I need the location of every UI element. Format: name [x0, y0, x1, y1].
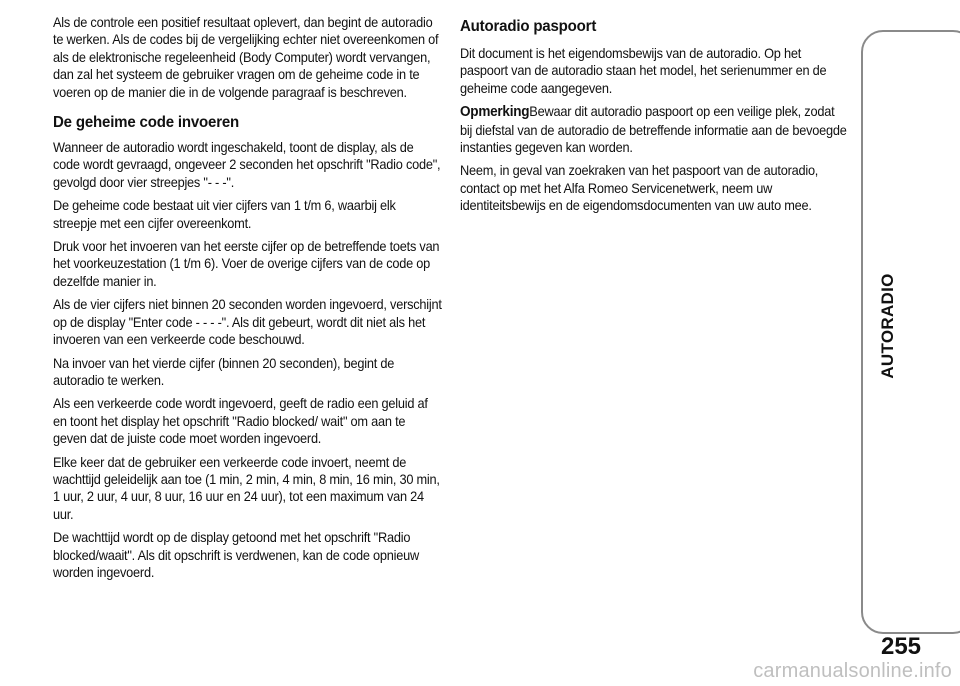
section-heading-passport: Autoradio paspoort: [460, 18, 597, 35]
right-column: [460, 14, 849, 221]
body-paragraph: Als de vier cijfers niet binnen 20 seconden worden ingevoerd, verschijnt op de display "Enter code - - - -". Als dit gebeurt, wordt dit niet als het invoeren van een verkeerde code beschouwd.: [53, 297, 442, 348]
body-paragraph: De geheime code bestaat uit vier cijfers van 1 t/m 6, waarbij elk streepje met een cijfer overeenkomt.: [53, 198, 396, 231]
intro-paragraph: Als de controle een positief resultaat oplevert, dan begint de autoradio te werken. Als de codes bij de vergelijking echter niet overeenkomen of als de elektronische regeleenheid (Body Computer) wordt vervangen, dan zal het systeem de gebruiker vragen om de geheime code in te voeren op de manier die in de volgende paragraaf is beschreven.: [53, 15, 439, 100]
body-paragraph: Na invoer van het vierde cijfer (binnen 20 seconden), begint de autoradio te werken.: [53, 355, 395, 388]
watermark: carmanualsonline.info: [753, 660, 952, 682]
lost-passport-paragraph: Neem, in geval van zoekraken van het paspoort van de autoradio, contact op met het Alfa Romeo Servicenetwerk, neem uw identiteitsbewijs en de eigendomsdocumenten van uw auto mee.: [460, 163, 819, 214]
left-column: [53, 14, 442, 587]
section-heading-secret-code: De geheime code invoeren: [53, 114, 240, 132]
note-text: Bewaar dit autoradio paspoort op een veilige plek, zodat bij diefstal van de autoradio de betreffende informatie aan de bevoegde instanties gegeven kan worden.: [460, 104, 847, 156]
page-number: 255: [880, 633, 922, 660]
body-paragraph: Elke keer dat de gebruiker een verkeerde code invoert, neemt de wachttijd geleidelijk aan toe (1 min, 2 min, 4 min, 8 min, 16 min, 30 min, 1 uur, 2 uur, 4 uur, 8 uur, 16 uur en 24 uur), tot een maximum van 24 uur.: [53, 454, 440, 522]
chapter-side-tab: [861, 30, 960, 634]
body-paragraph: De wachttijd wordt op de display getoond met het opschrift "Radio blocked/waait". Als dit opschrift is verdwenen, kan de code opnieuw worden ingevoerd.: [53, 530, 419, 580]
body-paragraph: Wanneer de autoradio wordt ingeschakeld, toont de display, als de code wordt gevraagd, ongeveer 2 seconden het opschrift "Radio code", gevolgd door vier streepjes "- - -".: [53, 140, 441, 190]
note-label: Opmerking: [460, 104, 530, 121]
note-paragraph: [460, 103, 849, 156]
chapter-tab-label: AUTORADIO: [878, 273, 897, 379]
body-paragraph: Als een verkeerde code wordt ingevoerd, geeft de radio een geluid af en toont het display het opschrift "Radio blocked/ wait" om aan te geven dat de juiste code moet worden ingevoerd.: [53, 396, 428, 447]
passport-paragraph: Dit document is het eigendomsbewijs van de autoradio. Op het paspoort van de autoradio staan het model, het serienummer en de geheime code aangegeven.: [460, 46, 827, 96]
body-paragraph: Druk voor het invoeren van het eerste cijfer op de betreffende toets van het voorkeuzestation (1 t/m 6). Voer de overige cijfers van de code op dezelfde manier in.: [53, 239, 440, 289]
